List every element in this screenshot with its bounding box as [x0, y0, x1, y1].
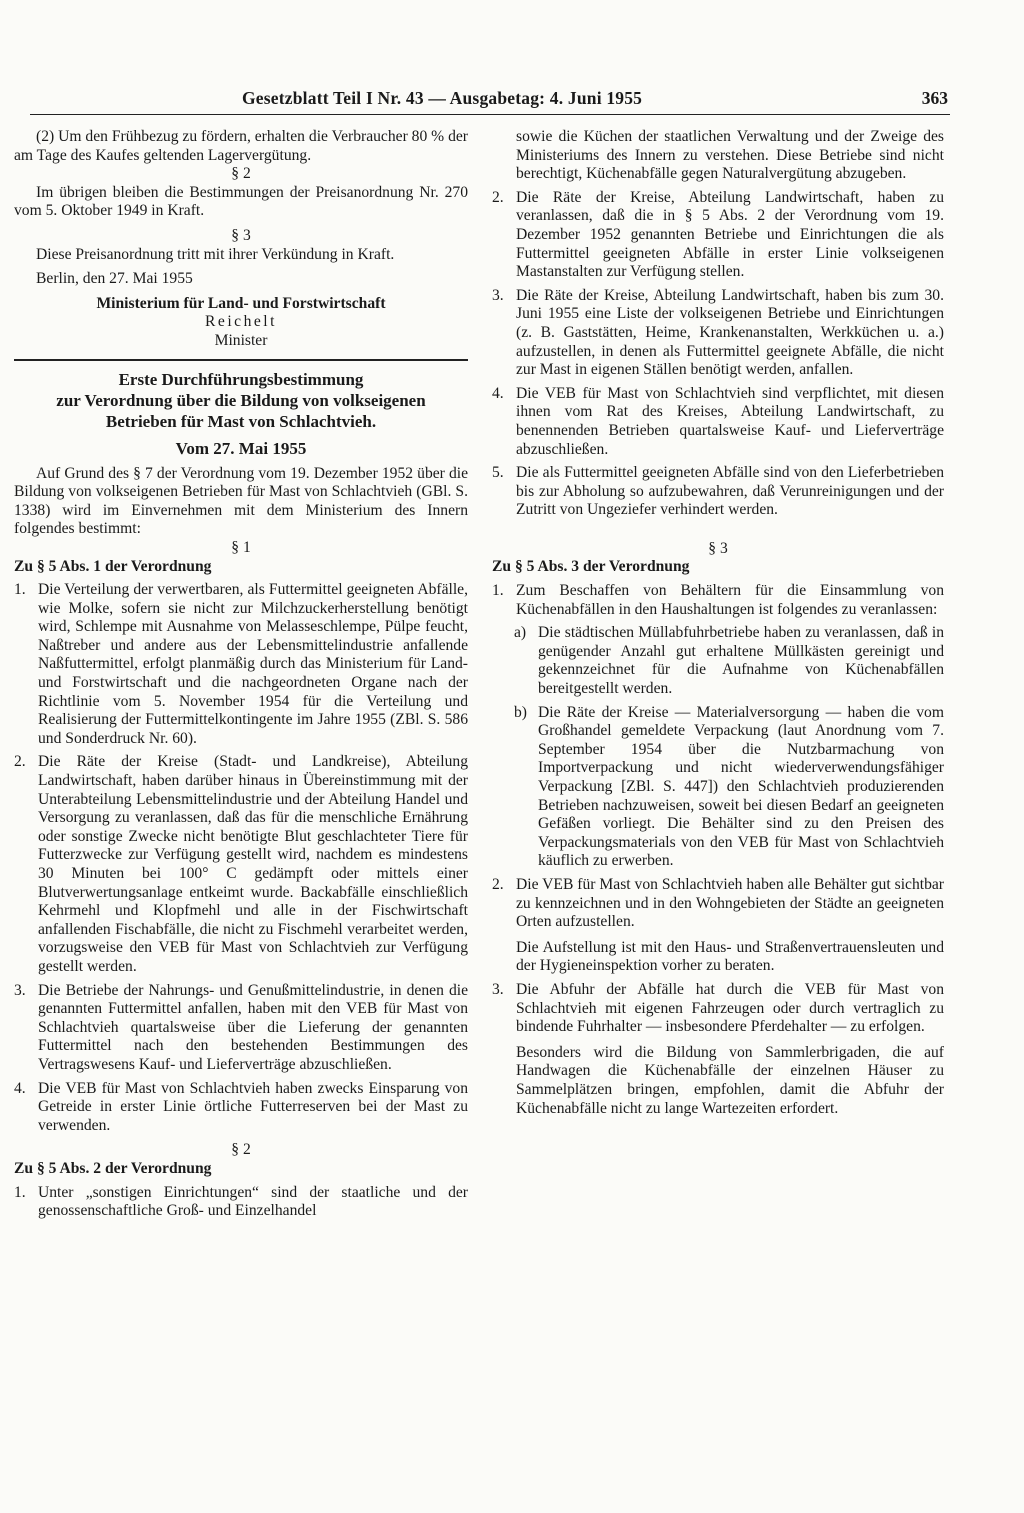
list-item-number: 2. [492, 188, 504, 206]
page-number: 363 [921, 88, 948, 108]
list-item [14, 581, 468, 748]
list-item [492, 287, 944, 380]
list-item-number: 5. [492, 464, 504, 482]
list-item-text: Die VEB für Mast von Schlachtvieh haben alle Behälter gut sichtbar zu kennzeichnen und in den Wohngebieten der Städte an geeigneten Orten aufzustellen. [516, 875, 944, 931]
list-item [14, 1184, 468, 1221]
zu-heading-abs2: Zu § 5 Abs. 2 der Verordnung [14, 1159, 212, 1177]
list-item-number: 1. [14, 581, 26, 599]
list-item-text: Die Räte der Kreise (Stadt- und Landkreise), Abteilung Landwirtschaft, haben darüber hinaus in Übereinstimmung mit der Unterabteilung Lebensmittelindustrie und der Abteilung Handel und Versorgung zu veranlassen, daß das für die menschliche Ernährung oder sonstige Zwecke nicht benötigte Blut geschlachteter Tiere für Futterzwecke zur Verfügung gestellt wird, nachdem es mindestens 30 Minuten bei 100° C gedämpft oder mittels einer Blutverwertungsanlage entkeimt wurde. Backabfälle einschließlich Kehrmehl und Klopfmehl und alle in der Fischwirtschaft anfallenden Fischabfälle, die nicht zu Fischmehl verarbeitet werden, vorzugsweise den VEB für Mast von Schlachtvieh zur Verfügung gestellt werden. [38, 753, 468, 975]
list-item-text: Die Verteilung der verwertbaren, als Futtermittel geeigneten Abfälle, wie Molke, sofern sie nicht zur Milchzuckerherstellung benötigt wird, Schlempe mit Ausnahme von Melasseschlempe, Pülpe feucht, Naßtreber und andere aus der Lebensmittelindustrie anfallende Naßfuttermittel, erfolgt planmäßig durch das Ministerium für Land- und Forstwirtschaft und die nachgeordneten Organe nach der Richtlinie vom 5. November 1954 für die Verteilung und Realisierung der Futtermittelkontingente im Jahre 1955 (ZBl. S. 586 und Sonderdruck Nr. 60). [38, 581, 468, 747]
list-item [492, 582, 944, 619]
list-item-continuation: sowie die Küchen der staatlichen Verwaltung und der Zweige des Ministeriums des Innern zu verstehen. Diese Betriebe sind nicht berechtigt, Küchenabfälle gegen Naturalvergütung abzugeben. [516, 128, 944, 183]
list-item-number: 4. [492, 384, 504, 402]
list-item-note: Die Aufstellung ist mit den Haus- und Straßenvertrauensleuten und der Hygieneinspektion vorher zu beraten. [516, 938, 944, 975]
left-column [14, 128, 468, 1221]
list-item-note: Besonders wird die Bildung von Sammlerbrigaden, die auf Handwagen die Küchenabfälle der einzelnen Häuser zu Sammelplätzen bringen, empfohlen, damit die Abfuhr der Küchenabfälle nicht zu lange Wartezeiten erfordert. [516, 1043, 944, 1117]
list-item [492, 464, 944, 520]
zu-heading-abs1: Zu § 5 Abs. 1 der Verordnung [14, 557, 212, 575]
list-item [492, 981, 944, 1037]
running-head: Gesetzblatt Teil I Nr. 43 — Ausgabetag: 4. Juni 1955 [242, 88, 643, 108]
list-item-number: 1. [492, 582, 504, 600]
sub-item-text: Die Räte der Kreise — Materialversorgung — haben die vom Großhandel gemeldete Verpackung (laut Anordnung vom 7. September 1954 über die Nutzbarmachung von Importverpackung und nicht wiederverwendungsfähiger Verpackung [ZBl. S. 447]) den Schlachtvieh produzierenden Betrieben nachzuweisen, soweit bei diesen Bedarf an geeigneten Gefäßen vorliegt. Die Behälter sind zu den Preisen des Verpackungsmaterials von den VEB für Mast von Schlachtvieh käuflich zu erwerben. [538, 703, 944, 870]
section-heading-2: § 2 [231, 165, 251, 183]
decree-title-line-3: Betrieben für Mast von Schlachtvieh. [105, 411, 377, 431]
section-heading-3: § 3 [231, 226, 251, 244]
list-item-number: 1. [14, 1183, 26, 1201]
decree-date: Vom 27. Mai 1955 [175, 438, 307, 458]
list-item-text: Die VEB für Mast von Schlachtvieh haben zwecks Einsparung von Getreide in erster Linie örtliche Futterreserven bei der Mast zu verwenden. [38, 1079, 468, 1134]
list-item-text: Die Abfuhr der Abfälle hat durch die VEB für Mast von Schlachtvieh mit eigenen Fahrzeugen oder durch vertraglich zu bindende Fuhrhalter — insbesondere Pferdehalter — zu erfolgen. [516, 980, 944, 1036]
paragraph-section-2: Im übrigen bleiben die Bestimmungen der Preisanordnung Nr. 270 vom 5. Oktober 1949 in Kraft. [14, 183, 468, 220]
ministry-name: Ministerium für Land- und Forstwirtschaft [96, 294, 386, 312]
paragraph-section-3: Diese Preisanordnung tritt mit ihrer Verkündung in Kraft. [36, 245, 395, 263]
list-item [492, 385, 944, 459]
zu-heading-abs3: Zu § 5 Abs. 3 der Verordnung [492, 558, 690, 576]
list-item [492, 876, 944, 932]
decree-title-line-1: Erste Durchführungsbestimmung [118, 369, 364, 389]
place-date: Berlin, den 27. Mai 1955 [36, 270, 193, 288]
sub-item-letter: b) [514, 703, 527, 721]
list-item [14, 753, 468, 976]
paragraph-frühbezug: (2) Um den Frühbezug zu fördern, erhalten die Verbraucher 80 % der am Tage des Kaufes geltenden Lagervergütung. [14, 128, 468, 164]
section-divider [14, 359, 468, 361]
sub-item-letter: a) [514, 624, 527, 642]
decree-title [14, 369, 468, 459]
sub-item-text: Die städtischen Müllabfuhrbetriebe haben zu veranlassen, daß in genügender Anzahl gut erhaltene Müllkästen gereinigt und gekennzeichnet für die Aufnahme von Küchenabfällen bereitgestellt werden. [538, 624, 944, 698]
list-item-number: 2. [492, 875, 504, 893]
list-item-number: 4. [14, 1079, 26, 1097]
list-item-number: 3. [492, 980, 504, 998]
section-1-list [14, 581, 468, 1135]
list-item-text: Zum Beschaffen von Behältern für die Einsammlung von Küchenabfällen in den Haushaltungen ist folgendes zu veranlassen: [516, 582, 944, 618]
sub-item [492, 624, 944, 698]
signer-name: Reichelt [205, 313, 277, 331]
list-item-number: 3. [492, 286, 504, 304]
list-item [492, 189, 944, 282]
signer-title: Minister [214, 331, 268, 349]
list-item [14, 1080, 468, 1136]
page-header [30, 88, 950, 115]
list-item-text: Die VEB für Mast von Schlachtvieh sind verpflichtet, mit diesen ihnen vom Rat des Kreises, Abteilung Landwirtschaft, zu benennenden Betrieben quartalsweise Kauf- und Lieferverträge abzuschließen. [516, 384, 944, 458]
list-item-text: Die Räte der Kreise, Abteilung Landwirtschaft, haben zu veranlassen, daß die in § 5 Abs. 2 der Verordnung vom 19. Dezember 1952 genannten Betriebe und Einrichtungen die als Futtermittel geeigneten Abfälle in erster Linie volkseigenen Mastanstalten zur Verfügung stellen. [516, 188, 944, 281]
preamble: Auf Grund des § 7 der Verordnung vom 19. Dezember 1952 über die Bildung von volkseigenen Betrieben für Mast von Schlachtvieh (GBl. S. 1338) wird im Einvernehmen mit dem Ministerium des Innern folgendes bestimmt: [14, 464, 468, 538]
list-item-text: Unter „sonstigen Einrichtungen“ sind der staatliche und der genossenschaftliche Groß- und Einzelhandel [38, 1183, 468, 1220]
section-heading-1: § 1 [231, 538, 251, 556]
list-item-text: Die Betriebe der Nahrungs- und Genußmittelindustrie, in denen die genannten Futtermittel anfallen, haben mit den VEB für Mast von Schlachtvieh quartalsweise über die Lieferung der genannten Futtermittel nach den bestehenden Bestimmungen des Vertragswesens Kauf- und Lieferverträge abzuschließen. [38, 981, 468, 1073]
list-item [14, 982, 468, 1075]
decree-title-line-2: zur Verordnung über die Bildung von volkseigenen [56, 390, 426, 410]
sub-item [492, 704, 944, 871]
list-item-text: Die Räte der Kreise, Abteilung Landwirtschaft, haben bis zum 30. Juni 1955 eine Liste der volkseigenen Betriebe und Einrichtungen (z. B. Gaststätten, Heime, Krankenanstalten, Werkküchen u. a.) aufzustellen, in denen als Futtermittel geeignete Abfälle, die nicht zur Mast in eigenen Ställen benötigt werden, anfallen. [516, 286, 944, 379]
list-item-text: Die als Futtermittel geeigneten Abfälle sind von den Lieferbetrieben bis zur Abholung so aufzubewahren, daß Verunreinigungen und der Zutritt von Ungeziefer verhindert werden. [516, 464, 944, 519]
section-2-list [492, 189, 944, 520]
right-column [492, 128, 944, 1118]
list-item-number: 2. [14, 753, 26, 771]
section-heading-2b: § 2 [231, 1141, 251, 1159]
list-item-number: 3. [14, 981, 26, 999]
section-heading-3b: § 3 [708, 539, 728, 557]
